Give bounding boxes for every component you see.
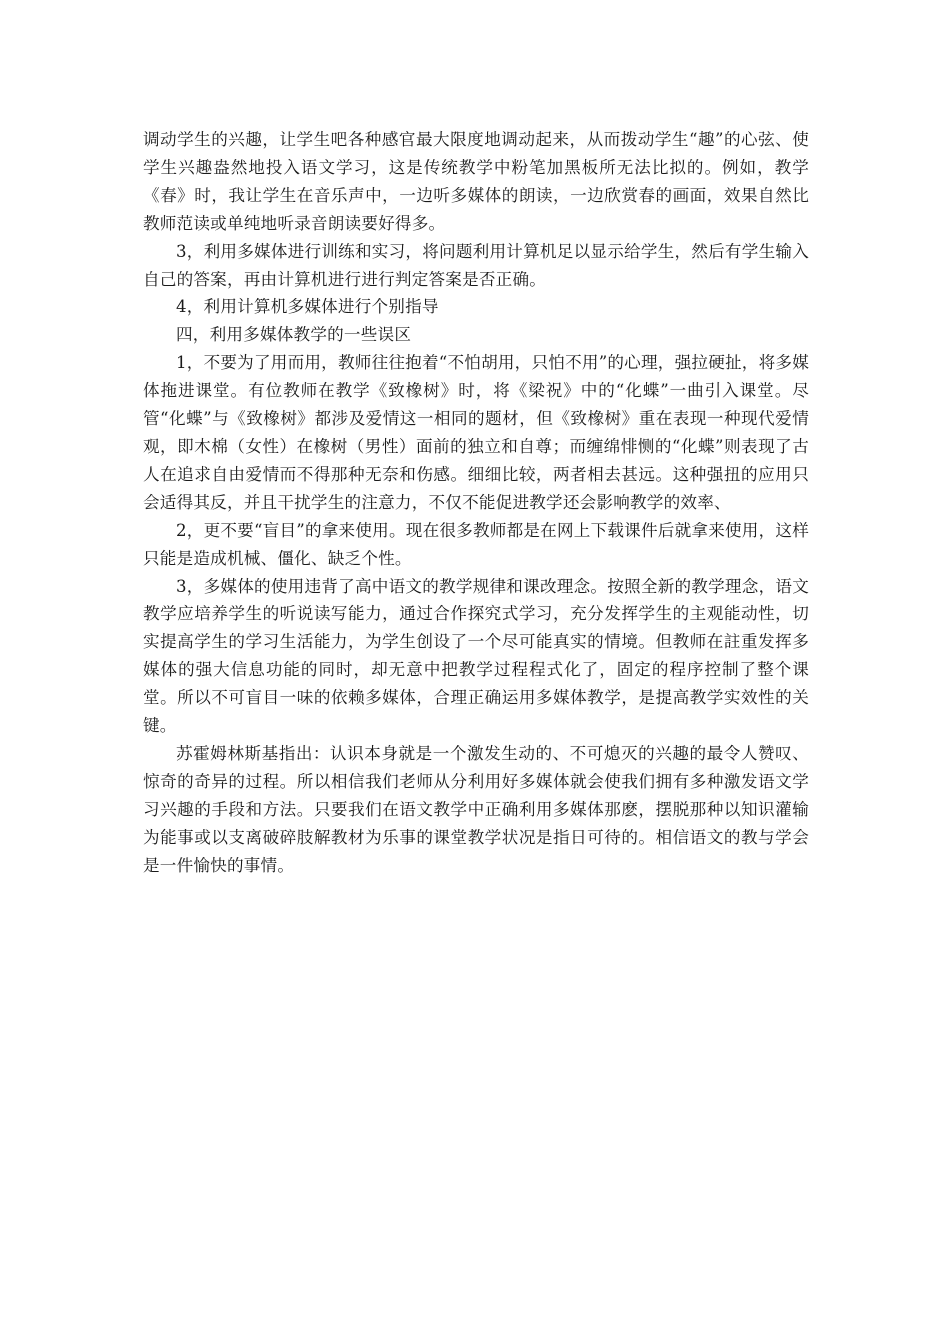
section-heading-misconceptions: 四，利用多媒体教学的一些误区: [176, 325, 412, 345]
paragraph-misconception-2: 2，更不要“盲目”的拿来使用。现在很多教师都是在网上下载课件后就拿来使用，这样只能是造成机械、僵化、缺乏个性。: [143, 520, 809, 568]
paragraph-point-4-guidance: 4，利用计算机多媒体进行个别指导: [176, 297, 439, 317]
paragraph-misconception-1: 1，不要为了用而用，教师往往抱着“不怕胡用，只怕不用”的心理，强拉硬扯，将多媒体拖进课堂。有位教师在教学《致橡树》时，将《梁祝》中的“化蝶”一曲引入课堂。尽管“化蝶”与《致橡树》都涉及爱情这一相同的题材，但《致橡树》重在表现一种现代爱情观，即木棉（女性）在橡树（男性）面前的独立和自尊；而缠绵悱恻的“化蝶”则表现了古人在追求自由爱情而不得那种无奈和伤感。细细比较，两者相去甚远。这种强扭的应用只会适得其反，并且干扰学生的注意力，不仅不能促进教学还会影响教学的效率、: [143, 353, 809, 512]
paragraph-misconception-3: 3，多媒体的使用违背了高中语文的教学规律和课改理念。按照全新的教学理念，语文教学应培养学生的听说读写能力，通过合作探究式学习，充分发挥学生的主观能动性，切实提高学生的学习生活能力，为学生创设了一个尽可能真实的情境。但教师在註重发挥多媒体的强大信息功能的同时，却无意中把教学过程程式化了，固定的程序控制了整个课堂。所以不可盲目一味的依赖多媒体，合理正确运用多媒体教学，是提高教学实效性的关键。: [143, 576, 809, 736]
document-body: [143, 126, 809, 879]
paragraph-point-3-training: 3，利用多媒体进行训练和实习，将问题利用计算机足以显示给学生，然后有学生输入自己的答案，再由计算机进行进行判定答案是否正确。: [143, 241, 809, 289]
paragraph-continuation: 调动学生的兴趣，让学生吧各种感官最大限度地调动起来，从而拨动学生“趣”的心弦、使学生兴趣盎然地投入语文学习，这是传统教学中粉笔加黑板所无法比拟的。例如，教学《春》时，我让学生在音乐声中，一边听多媒体的朗读，一边欣赏春的画面，效果自然比教师范读或单纯地听录音朗读要好得多。: [143, 130, 809, 233]
paragraph-conclusion: 苏霍姆林斯基指出：认识本身就是一个激发生动的、不可熄灭的兴趣的最令人赞叹、惊奇的奇异的过程。所以相信我们老师从分利用好多媒体就会使我们拥有多种激发语文学习兴趣的手段和方法。只要我们在语文教学中正确利用多媒体那麽，摆脱那种以知识灌输为能事或以支离破碎肢解教材为乐事的课堂教学状况是指日可待的。相信语文的教与学会是一件愉快的事情。: [143, 743, 809, 875]
